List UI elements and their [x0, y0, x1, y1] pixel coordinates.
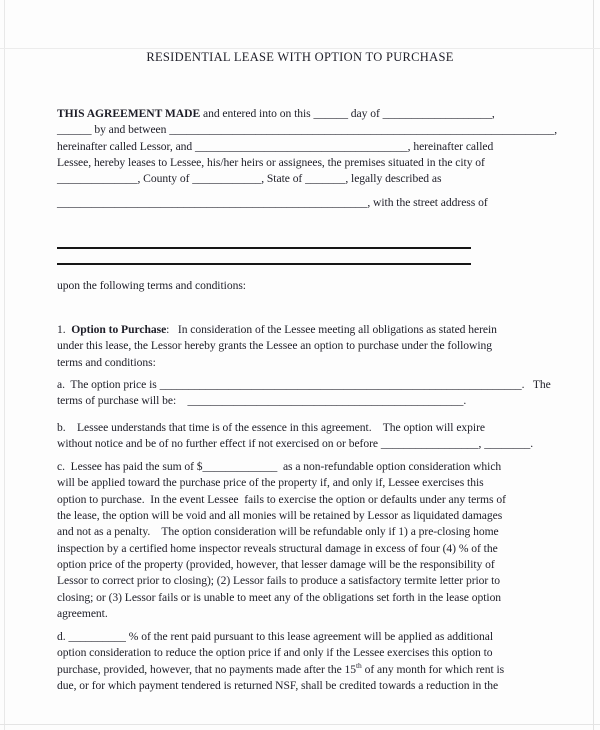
clause-d-line-3-post: of any month for which rent is: [361, 662, 505, 676]
clause-c-line-6: inspection by a certified home inspector reveals structural damage in excess of four (4) % of the: [57, 541, 498, 555]
section-1-line-3: terms and conditions:: [57, 355, 156, 369]
section-1-line-1-rest: : In consideration of the Lessee meeting all obligations as stated herein: [166, 323, 497, 337]
clause-c-line-10: agreement.: [57, 606, 108, 620]
intro-line-1: [57, 106, 557, 122]
ordinal-superscript: th: [356, 660, 362, 670]
clause-b-line-1: b. Lessee understands that time is of the essence in this agreement. The option will expire: [57, 420, 485, 434]
intro-line-4: Lessee, hereby leases to Lessee, his/her heirs or assignees, the premises situated in the city of: [57, 155, 485, 169]
clause-d-line-2: option consideration to reduce the option price if and only if the Lessee exercises this option to: [57, 646, 493, 660]
clause-d-line-3-pre: purchase, provided, however, that no payments made after the 15: [57, 662, 357, 676]
intro-line-1-rest: and entered into on this ______ day of ___________________,: [200, 107, 495, 120]
clause-c-line-4: the lease, the option will be void and all monies will be retained by Lessor as liquidated damages: [57, 509, 503, 523]
intro-line-5: ______________, County of ____________, State of _______, legally described as: [57, 172, 442, 186]
page-edge-bottom: [0, 724, 600, 725]
clause-b-line-2: without notice and be of no further effect if not exercised on or before _________________, ________.: [57, 436, 534, 450]
clause-c-line-3: option to purchase. In the event Lessee fails to exercise the option or defaults under any terms of: [57, 492, 506, 506]
clause-a: [57, 377, 557, 410]
clause-c-line-5: and not as a penalty. The option consideration will be refundable only if 1) a pre-closing home: [57, 525, 499, 539]
section-1-line-2: under this lease, the Lessor hereby grants the Lessee an option to purchase under the following: [57, 339, 493, 353]
clause-d-line-4: due, or for which payment tendered is returned NSF, shall be credited towards a reduction in the: [57, 679, 499, 693]
document-body: [57, 106, 557, 694]
clause-d-line-1: d. __________ % of the rent paid pursuant to this lease agreement will be applied as additional: [57, 630, 494, 644]
blank-line-rule-2: [57, 263, 471, 265]
clause-c: [57, 459, 557, 622]
clause-a-line-1: a. The option price is _______________________________________________________________. The: [57, 377, 551, 391]
clause-c-line-7: option price of the property (provided, however, that lesser damage will be the responsibility of: [57, 557, 495, 571]
intro-line-3: hereinafter called Lessor, and _____________________________________, hereinafter called: [57, 139, 494, 153]
clause-c-line-2: will be applied toward the purchase price of the property if, and only if, Lessee exercises this: [57, 476, 484, 490]
section-1-option-to-purchase: [57, 322, 557, 371]
page-edge-left: [4, 0, 5, 730]
clause-d: [57, 629, 557, 694]
clause-b: [57, 420, 557, 453]
page-edge-right: [593, 0, 594, 730]
clause-c-line-9: closing; or (3) Lessor fails or is unable to meet any of the obligations set forth in the lease option: [57, 590, 502, 604]
section-1-number: 1.: [57, 323, 72, 337]
page-edge-top: [0, 48, 600, 49]
clause-d-line-3: [57, 662, 557, 678]
clause-c-line-8: Lessor to correct prior to closing); (2) Lessor fails to produce a satisfactory termite letter prior to: [57, 574, 500, 588]
blank-line-rule-1: [57, 247, 471, 249]
intro-line-2: ______ by and between ___________________________________________________________________,: [57, 123, 558, 137]
terms-intro-line: upon the following terms and conditions:: [57, 278, 246, 292]
agreement-made-label: THIS AGREEMENT MADE: [57, 107, 201, 120]
clause-c-line-1: c. Lessee has paid the sum of $_____________ as a non-refundable option consideration which: [57, 460, 502, 474]
document-title: RESIDENTIAL LEASE WITH OPTION TO PURCHASE: [146, 50, 454, 64]
street-address-line: ______________________________________________________, with the street address of: [57, 196, 488, 210]
clause-a-line-2: terms of purchase will be: ________________________________________________.: [57, 394, 467, 408]
section-1-line-1: [57, 322, 557, 338]
section-1-heading: Option to Purchase: [71, 323, 167, 337]
